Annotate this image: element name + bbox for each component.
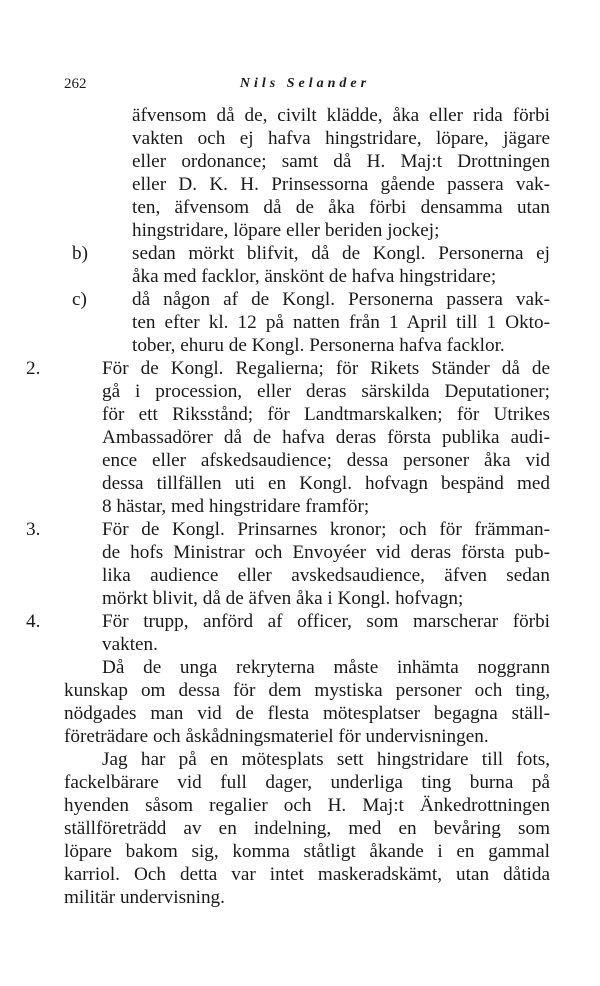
text-line <box>102 449 550 472</box>
list-marker: 3. <box>26 519 41 540</box>
line-text: vakten och ej hafva hingstridare, löpare, jägare <box>132 128 550 149</box>
list-marker: 4. <box>26 611 41 632</box>
text-line <box>102 426 550 449</box>
line-text: för ett Riksstånd; för Landtmarskalken; för Utrikes <box>102 404 550 425</box>
text-line <box>64 725 550 748</box>
text-line <box>132 104 550 127</box>
text-line <box>26 610 550 633</box>
text-line <box>64 679 550 702</box>
text-line <box>102 748 550 771</box>
line-text: För de Kongl. Regalierna; för Rikets Ständer då de <box>102 358 550 379</box>
line-text: 8 hästar, med hingstridare framför; <box>102 496 370 517</box>
line-text: löpare bakom sig, komma ståtligt åkande i en gammal <box>64 841 550 862</box>
text-line <box>132 196 550 219</box>
text-line <box>132 127 550 150</box>
line-text: ten efter kl. 12 på natten från 1 April till 1 Okto- <box>132 312 550 333</box>
line-text: mörkt blivit, då de äfven åka i Kongl. hofvagn; <box>102 588 464 609</box>
text-line <box>26 518 550 541</box>
text-line <box>64 817 550 840</box>
line-text: tober, ehuru de Kongl. Personerna hafva facklor. <box>132 335 505 356</box>
line-text: För de Kongl. Prinsarnes kronor; och för främman- <box>102 519 550 540</box>
body-text <box>26 104 550 909</box>
text-line <box>64 840 550 863</box>
text-line <box>64 863 550 886</box>
text-line <box>102 403 550 426</box>
line-text: äfvensom då de, civilt klädde, åka eller rida förbi <box>132 105 550 126</box>
text-line <box>102 656 550 679</box>
text-line <box>132 265 550 288</box>
text-line <box>132 334 550 357</box>
line-text: Ambassadörer då de hafva deras första publika audi- <box>102 427 550 448</box>
text-line <box>64 702 550 725</box>
text-line <box>132 311 550 334</box>
line-text: de hofs Ministrar och Envoyéer vid deras första pub- <box>102 542 550 563</box>
page-number: 262 <box>64 76 87 92</box>
list-marker: 2. <box>26 358 41 379</box>
line-text: hingstridare, löpare eller beriden jockej; <box>132 220 440 241</box>
line-text: militär undervisning. <box>64 887 225 908</box>
line-text: då någon af de Kongl. Personerna passera vak- <box>132 289 550 310</box>
running-head: Nils Selander <box>239 76 371 91</box>
line-text: nödgades man vid de flesta mötesplatser begagna ställ- <box>64 703 550 724</box>
text-line <box>102 380 550 403</box>
page-header <box>64 76 546 98</box>
line-text: kunskap om dessa för dem mystiska personer och ting, <box>64 680 550 701</box>
line-text: eller ordonance; samt då H. Maj:t Drottningen <box>132 151 550 172</box>
list-marker: b) <box>72 243 88 264</box>
line-text: gå i procession, eller deras särskilda Deputationer; <box>102 381 550 402</box>
text-line <box>102 472 550 495</box>
line-text: För trupp, anförd af officer, som marscherar förbi <box>102 611 550 632</box>
line-text: sedan mörkt blifvit, då de Kongl. Personerna ej <box>132 243 550 264</box>
line-text: eller D. K. H. Prinsessorna gående passera vak- <box>132 174 550 195</box>
line-text: lika audience eller avskedsaudience, äfven sedan <box>102 565 550 586</box>
text-line <box>132 173 550 196</box>
line-text: Då de unga rekryterna måste inhämta noggrann <box>102 657 550 678</box>
line-text: ten, äfvensom då de åka förbi densamma utan <box>132 197 550 218</box>
text-line <box>72 242 550 265</box>
text-line <box>64 794 550 817</box>
text-line <box>72 288 550 311</box>
line-text: vakten. <box>102 634 158 655</box>
text-line <box>26 357 550 380</box>
line-text: hyenden såsom regalier och H. Maj:t Änkedrottningen <box>64 795 550 816</box>
text-line <box>64 771 550 794</box>
text-line <box>102 633 550 656</box>
text-line <box>64 886 550 909</box>
text-line <box>102 564 550 587</box>
line-text: ställföreträdd av en indelning, med en bevåring som <box>64 818 550 839</box>
list-marker: c) <box>72 289 87 310</box>
text-line <box>102 587 550 610</box>
line-text: Jag har på en mötesplats sett hingstridare till fots, <box>102 749 550 770</box>
text-line <box>132 219 550 242</box>
text-line <box>132 150 550 173</box>
line-text: karriol. Och detta var intet maskeradskämt, utan dåtida <box>64 864 550 885</box>
text-line <box>102 495 550 518</box>
line-text: fackelbärare vid full dager, underliga ting burna på <box>64 772 550 793</box>
text-line <box>102 541 550 564</box>
line-text: åka med facklor, änskönt de hafva hingstridare; <box>132 266 497 287</box>
line-text: företrädare och åskådningsmateriel för undervisningen. <box>64 726 489 747</box>
line-text: ence eller afskedsaudience; dessa personer åka vid <box>102 450 550 471</box>
line-text: dessa tillfällen uti en Kongl. hofvagn bespänd med <box>102 473 550 494</box>
